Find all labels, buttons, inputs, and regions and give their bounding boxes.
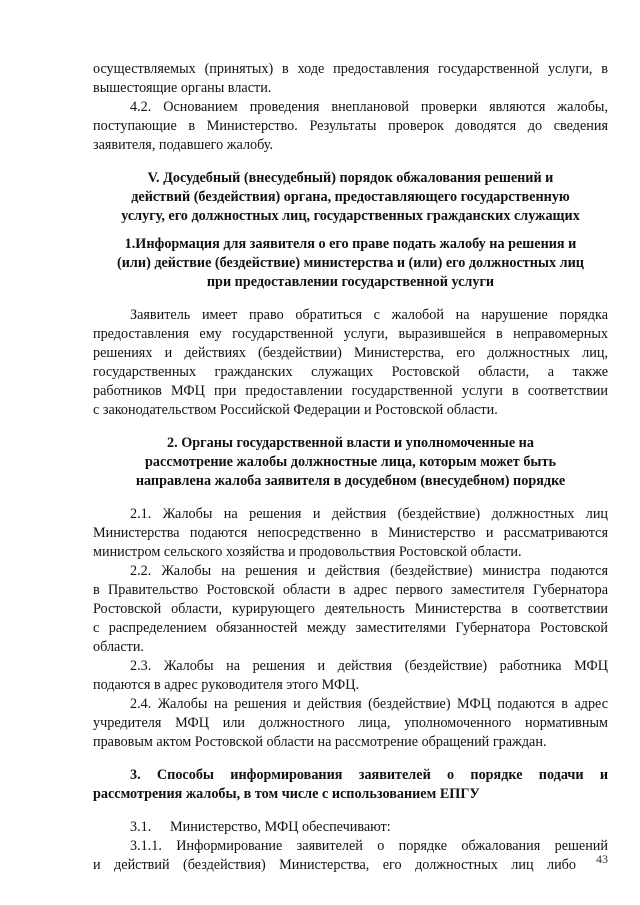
paragraph-2-2-line: 2.2. Жалобы на решения и действия (бездействие) министра подаются [130,563,608,579]
paragraph-3-1-1-line: 3.1.1. Информирование заявителей о порядке обжалования решений [130,838,608,854]
subsection-heading: 2. Органы государственной власти и уполномоченные на [167,435,534,451]
page-number: 43 [596,852,608,866]
item-text: Министерство, МФЦ обеспечивают: [170,819,391,835]
paragraph-4-2-line: заявителя, подавшего жалобу. [93,137,274,153]
item-number: 3.1. [130,819,152,835]
paragraph-2-4-line: учредителя МФЦ или должностного лица, уполномоченного нормативным [93,715,608,731]
subsection-heading: рассмотрение жалобы должностные лица, которым может быть [145,454,556,470]
paragraph-line: предоставления ему государственной услуги, выразившейся в неправомерных [93,326,608,342]
paragraph-2-2-line: с распределением обязанностей между заместителями Губернатора Ростовской [93,620,608,636]
subsection-heading: направлена жалоба заявителя в досудебном (внесудебном) порядке [135,473,566,489]
paragraph-2-4-line: правовым актом Ростовской области на рассмотрение обращений граждан. [93,734,547,750]
paragraph-2-1-line: 2.1. Жалобы на решения и действия (бездействие) должностных лиц [130,506,608,522]
paragraph-2-2-line: Ростовской области, курирующего деятельность Министерства в соответствии [93,601,608,617]
subsection-heading: рассмотрения жалобы, в том числе с использованием ЕПГУ [93,786,480,802]
subsection-heading: 1.Информация для заявителя о его праве подать жалобу на решения и [124,236,577,252]
paragraph-2-2-line: в Правительство Ростовской области в адрес первого заместителя Губернатора [93,582,608,598]
text-line: осуществляемых (принятых) в ходе предоставления государственной услуги, в [93,61,608,77]
section-heading: действий (бездействия) органа, предоставляющего государственную [131,189,570,205]
paragraph-2-4-line: 2.4. Жалобы на решения и действия (бездействие) МФЦ подаются в адрес [130,696,608,712]
section-heading: услугу, его должностных лиц, государственных гражданских служащих [121,208,580,224]
paragraph-line: решениях и действиях (бездействии) Министерства, его должностных лиц, [93,345,608,361]
paragraph-2-1-line: Министерства подаются непосредственно в Министерство и рассматриваются [93,525,608,541]
paragraph-2-1-line: министром сельского хозяйства и продовольствия Ростовской области. [93,544,522,560]
paragraph-line: государственных гражданских служащих Ростовской области, а также [93,364,608,380]
subsection-heading: при предоставлении государственной услуги [206,274,495,290]
paragraph-2-3-line: 2.3. Жалобы на решения и действия (бездействие) работника МФЦ [130,658,608,674]
paragraph-line: работников МФЦ при предоставлении государственной услуги в соответствии [93,383,608,399]
paragraph-line: Заявитель имеет право обратиться с жалобой на нарушение порядка [130,307,608,323]
text-line: вышестоящие органы власти. [93,80,272,96]
subsection-heading: 3. Способы информирования заявителей о порядке подачи и [130,767,608,783]
subsection-heading: (или) действие (бездействие) министерства и (или) его должностных лиц [117,255,584,271]
paragraph-2-3-line: подаются в адрес руководителя этого МФЦ. [93,677,360,693]
paragraph-4-2-line: поступающие в Министерство. Результаты проверок доводятся до сведения [93,118,608,134]
paragraph-3-1 [93,818,608,837]
section-heading: V. Досудебный (внесудебный) порядок обжалования решений и [147,170,554,186]
paragraph-3-1-1-line: и действий (бездействия) Министерства, его должностных лиц либо [93,857,576,873]
paragraph-2-2-line: области. [93,639,144,655]
paragraph-line: с законодательством Российской Федерации и Ростовской области. [93,402,498,418]
paragraph-4-2-line: 4.2. Основанием проведения внеплановой проверки являются жалобы, [130,99,608,115]
